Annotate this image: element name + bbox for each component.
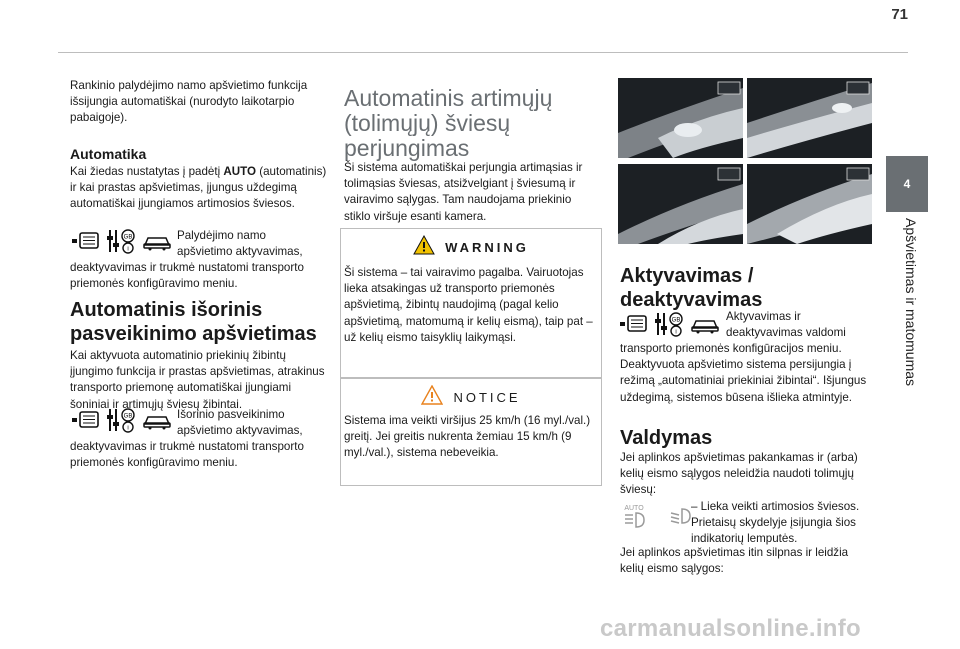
valdymas-heading: Valdymas: [620, 427, 713, 449]
notice-triangle-icon: [421, 385, 443, 410]
isorinis-paragraph: Kai aktyvuota automatinio priekinių žibintų įjungimo funkcija ir prastas apšvietimas, atrakinus transporto priemonę automatiškai įjungiami šoniniai ir artimųjų šviesų žibintai.: [70, 349, 325, 411]
footer-watermark[interactable]: carmanualsonline.info: [600, 615, 862, 642]
notice-title: NOTICE: [453, 390, 521, 405]
screen-menu-icon: [72, 232, 100, 255]
valdymas-item: – Lieka veikti artimosios šviesos. Prietaisų skydelyje įsijungia šios indikatorių lemputės.: [691, 500, 860, 546]
illustration-streetlights: [618, 164, 743, 244]
pasveikinimo-rest: deaktyvavimas ir trukmė nustatomi transporto priemonės konfigūravimo meniu.: [70, 440, 304, 470]
config-icons-1: [72, 228, 172, 259]
svg-text:GB: GB: [123, 413, 133, 420]
automatika-paragraph: Kai žiedas nustatytas į padėtį AUTO (automatinis) ir kai prastas apšvietimas, įjungus uždegimą automatiškai įjungiamos artimosios šviesos.: [70, 165, 327, 211]
screen-menu-icon: [620, 315, 648, 338]
svg-text:i: i: [127, 425, 129, 432]
indicator-icons: [622, 503, 696, 534]
car-icon: [690, 314, 720, 339]
beam-intro-paragraph: Ši sistema automatiškai perjungia artimąsias ir tolimąsias šviesas, atsižvelgiant į šviesumą ir vairavimo sąlygas. Tam naudojama priekinio stiklo viršuje esanti kamera.: [344, 161, 583, 223]
warning-triangle-icon: [413, 235, 435, 260]
svg-text:AUTO: AUTO: [624, 505, 644, 512]
notice-box: [340, 378, 602, 486]
screen-menu-icon: [72, 411, 100, 434]
warning-box: [340, 228, 602, 378]
warning-text: Ši sistema – tai vairavimo pagalba. Vairuotojas lieka atsakingas už transporto priemonės apšvietimą, žibintų naudojimą (pagal kelio apšvietimą, matomumą ir kelių eismą), taip pat – už kelių eismo taisyklių laikymąsi.: [344, 266, 593, 344]
car-icon: [142, 231, 172, 256]
chapter-label: Apšvietimas ir matomumas: [903, 218, 919, 387]
illustration-oncoming-car: [618, 78, 743, 158]
svg-text:GB: GB: [671, 317, 681, 324]
aktyvavimas-heading: Aktyvavimas / deaktyvavimas: [620, 265, 763, 311]
valdymas-paragraph-2: Jei aplinkos apšvietimas itin silpnas ir leidžia kelių eismo sąlygos:: [620, 546, 849, 576]
pasveikinimo-label: Išorinio pasveikinimo apšvietimo aktyvavimas,: [177, 408, 303, 438]
svg-text:i: i: [127, 246, 129, 253]
aktyvavimas-rest: transporto priemonės konfigūracijos meniu. Deaktyvuota apšvietimo sistema persijungia į režimą „automatiniai priekiniai žibintai“. Išjungus uždegimą, sistemos būsena išlieka atmintyje.: [620, 342, 867, 404]
valdymas-paragraph: Jei aplinkos apšvietimas pakankamas ir (arba) kelių eismo sąlygos neleidžia naudoti tolimųjų šviesų:: [620, 451, 858, 497]
aktyvavimas-label: Aktyvavimas ir deaktyvavimas valdomi: [726, 310, 846, 340]
settings-sliders-icon: [106, 228, 136, 259]
warning-title: WARNING: [445, 240, 529, 255]
illustration-car-ahead: [747, 78, 872, 158]
notice-text: Sistema ima veikti viršijus 25 km/h (16 myl./val.) greitį. Jei greitis nukrenta žemiau 15 km/h (9 myl./val.), sistema nebeveikia.: [344, 414, 591, 460]
config-icons-2: [72, 407, 172, 438]
svg-text:i: i: [675, 329, 677, 336]
chapter-tab[interactable]: 4: [886, 156, 928, 212]
automatika-heading: Automatika: [70, 146, 147, 162]
car-icon: [142, 410, 172, 435]
column-1: [70, 78, 330, 127]
palydejimas-label: Palydėjimo namo apšvietimo aktyvavimas,: [177, 229, 303, 259]
settings-sliders-icon: [106, 407, 136, 438]
page-number: 71: [891, 6, 908, 23]
automatic-beam-title: Automatinis artimųjų (tolimųjų) šviesų perjungimas: [344, 85, 553, 161]
intro-paragraph: Rankinio palydėjimo namo apšvietimo funkcija išsijungia automatiškai (nurodyto laikotarpio pabaigoje).: [70, 79, 308, 125]
isorinis-heading: Automatinis išorinis pasveikinimo apšvietimas: [70, 299, 317, 345]
settings-sliders-icon: [654, 311, 684, 342]
illustration-high-beam: [747, 164, 872, 244]
auto-lights-indicator-icon: [622, 503, 654, 534]
header-rule: [58, 52, 908, 53]
palydejimas-rest: deaktyvavimas ir trukmė nustatomi transporto priemonės konfigūravimo meniu.: [70, 261, 304, 291]
svg-text:GB: GB: [123, 234, 133, 241]
config-icons-3: [620, 311, 720, 342]
